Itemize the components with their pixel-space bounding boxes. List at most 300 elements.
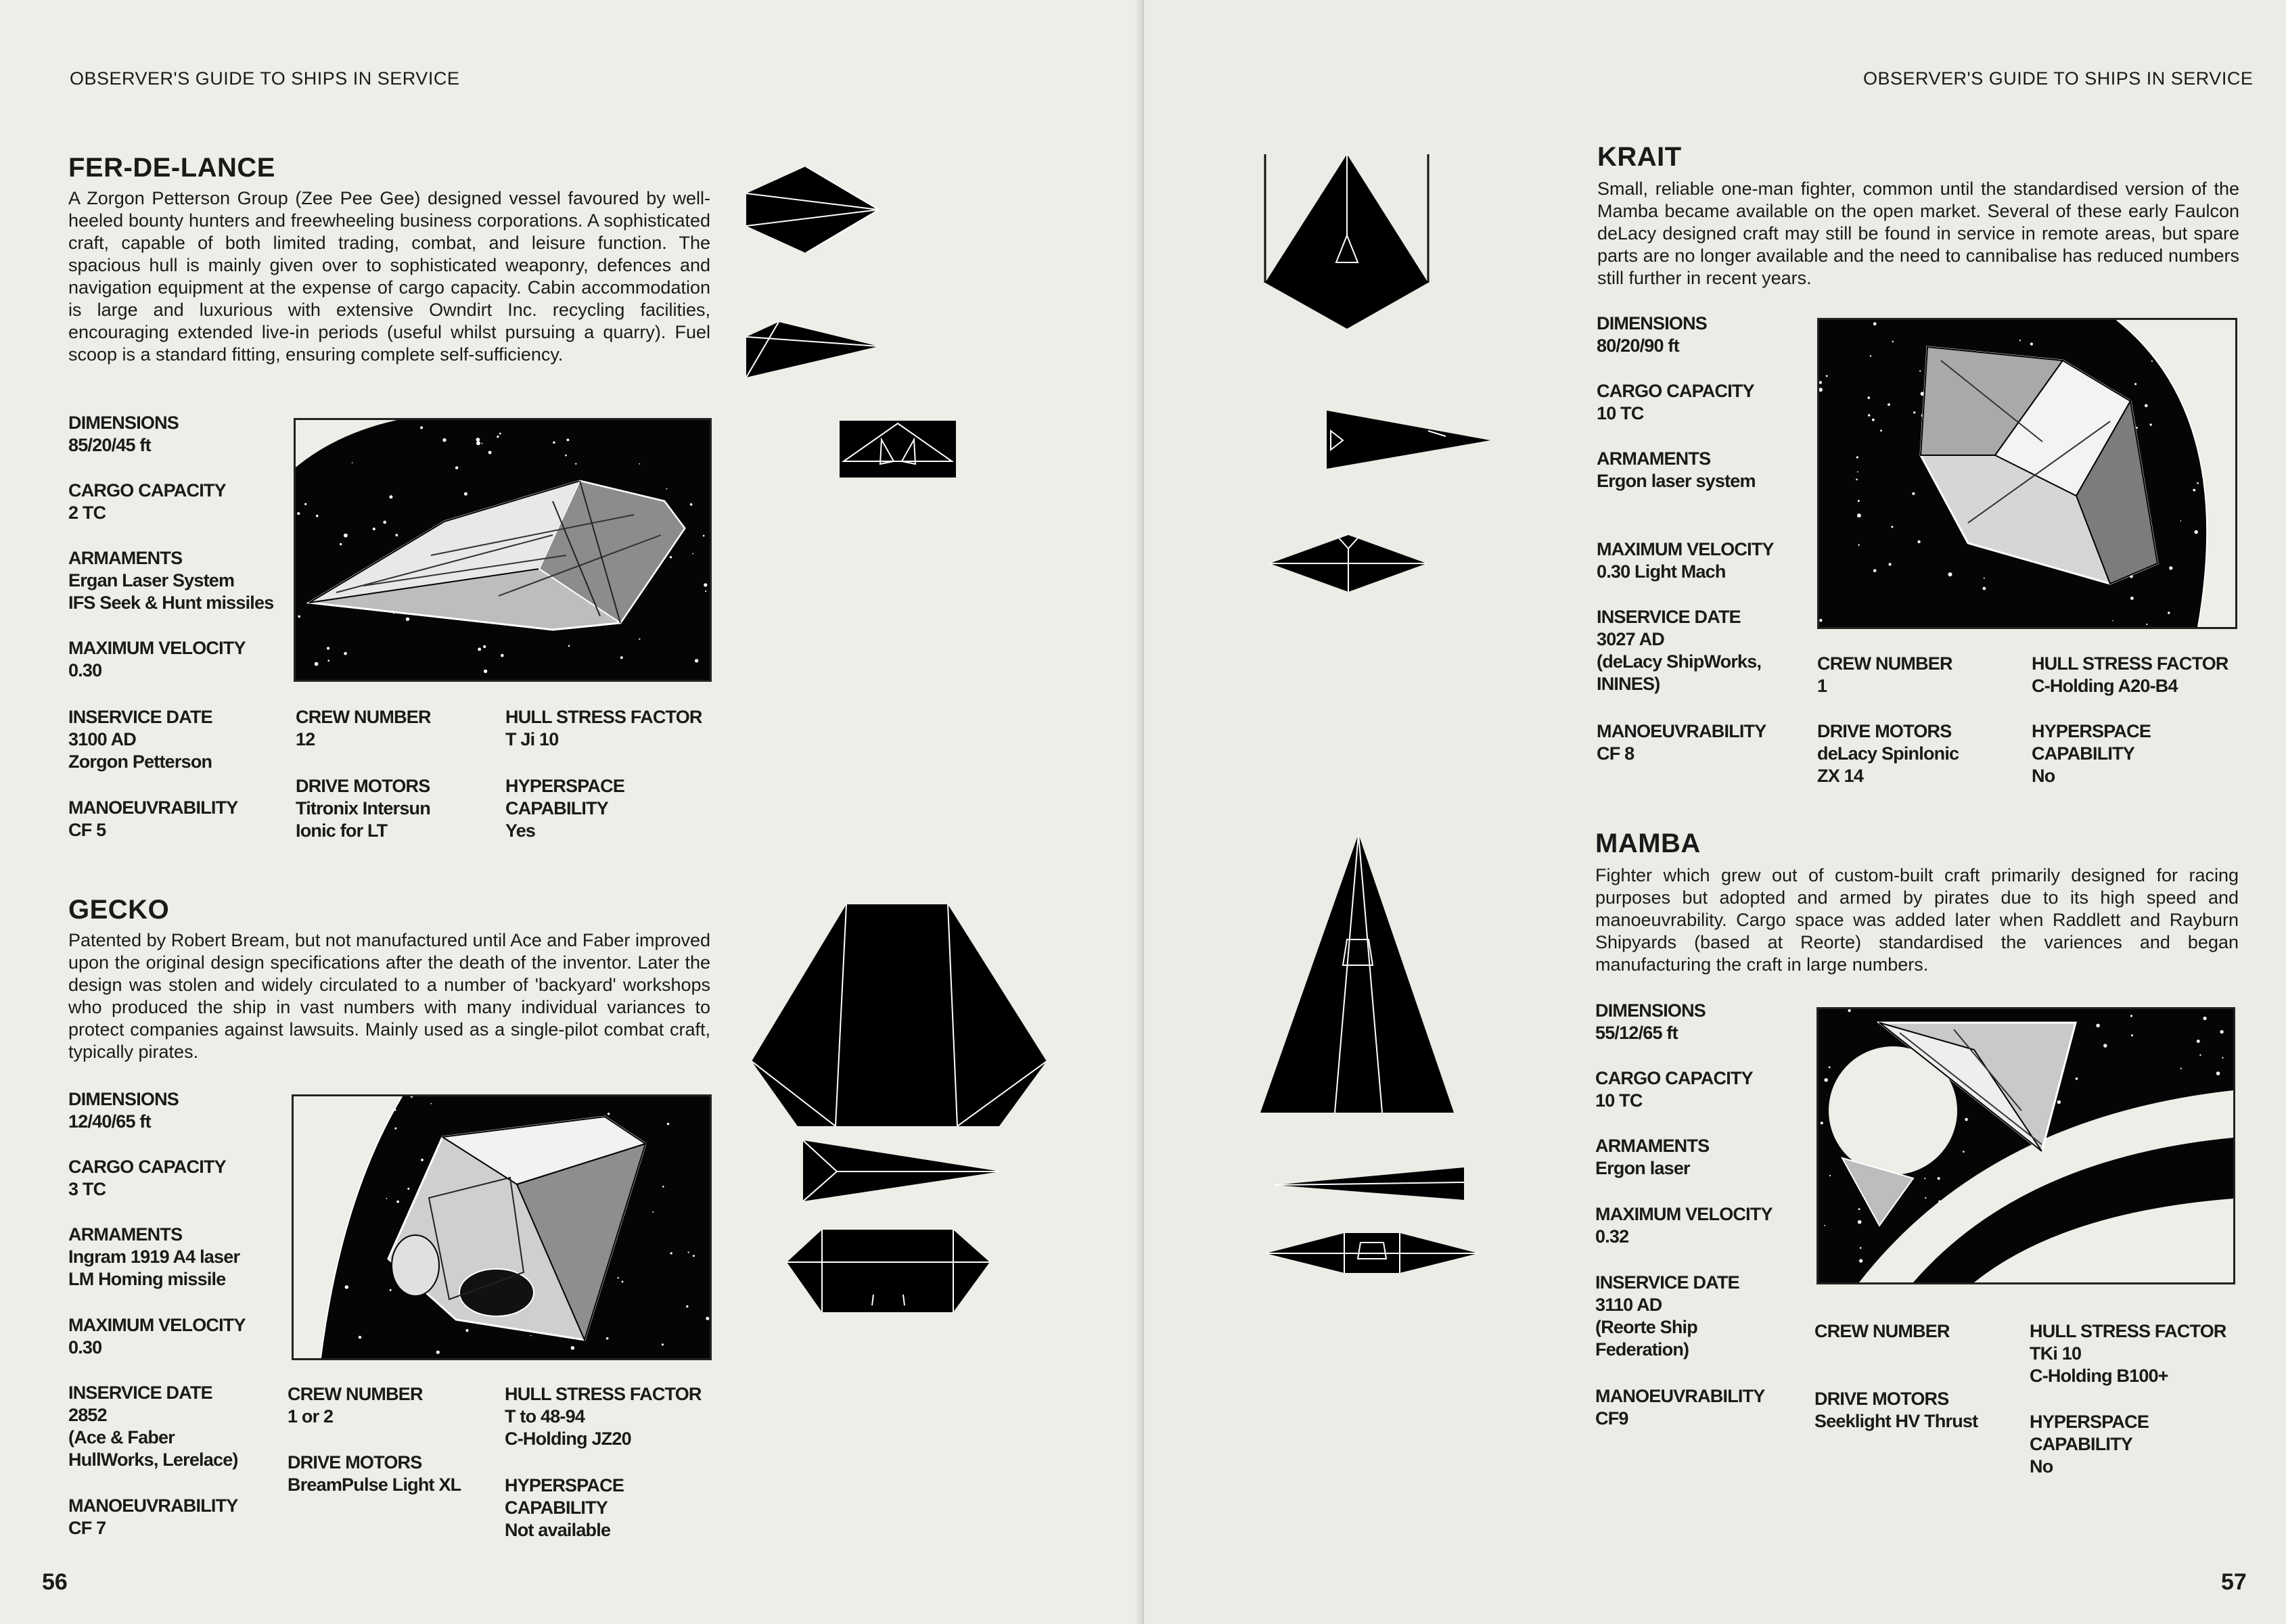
- field-label: DIMENSIONS: [1597, 313, 1708, 333]
- star-speck: [2130, 597, 2134, 600]
- star-speck: [1821, 1121, 1823, 1124]
- field-label: CREW NUMBER: [1814, 1321, 1950, 1341]
- star-speck: [1868, 414, 1870, 416]
- manoeuvrability-field: [1597, 720, 1766, 765]
- field-value: CF 5: [68, 820, 106, 840]
- dimensions-field: [1595, 1000, 1706, 1044]
- star-speck: [1889, 563, 1892, 565]
- star-speck: [421, 1159, 424, 1161]
- drive-field: [296, 775, 430, 842]
- armaments-field: [1597, 448, 1756, 492]
- gecko-side-silhouette: [803, 1140, 1001, 1201]
- star-speck: [430, 1103, 432, 1105]
- field-label: CAPABILITY: [505, 1498, 608, 1518]
- field-value: ZX 14: [1817, 766, 1864, 786]
- field-value: 55/12/65 ft: [1595, 1023, 1678, 1043]
- field-value: Titronix Intersun: [296, 798, 430, 818]
- field-value: HullWorks, Lerelace): [68, 1449, 238, 1470]
- field-value: T to 48-94: [505, 1406, 585, 1426]
- running-header-right: OBSERVER'S GUIDE TO SHIPS IN SERVICE: [1863, 68, 2254, 89]
- star-speck: [608, 1113, 610, 1115]
- star-speck: [344, 534, 348, 538]
- mamba-side-silhouette: [1275, 1167, 1464, 1200]
- mamba-front-silhouette: [1266, 1233, 1478, 1273]
- star-speck: [688, 1251, 689, 1253]
- star-speck: [1880, 430, 1882, 432]
- field-value: 12/40/65 ft: [68, 1111, 151, 1132]
- field-label: DIMENSIONS: [68, 1089, 179, 1109]
- field-label: CARGO CAPACITY: [68, 480, 226, 501]
- star-speck: [1870, 355, 1871, 356]
- star-speck: [359, 1336, 361, 1339]
- star-speck: [1819, 619, 1822, 622]
- inservice-field: [68, 706, 212, 773]
- star-speck: [395, 534, 398, 536]
- drive-field: [1814, 1388, 1978, 1433]
- velocity-field: [1597, 538, 1774, 583]
- fer-de-lance-front-silhouette: [840, 421, 956, 478]
- star-speck: [2169, 566, 2172, 570]
- star-speck: [1963, 1151, 1965, 1153]
- star-speck: [662, 1186, 664, 1188]
- drive-field: [1817, 720, 1959, 787]
- ship-title-krait: KRAIT: [1597, 142, 1682, 172]
- star-speck: [1919, 370, 1921, 371]
- inservice-field: [1597, 606, 1761, 695]
- star-speck: [1856, 479, 1858, 481]
- field-value: Federation): [1595, 1339, 1689, 1360]
- star-speck: [1856, 457, 1858, 459]
- star-speck: [1965, 1118, 1967, 1121]
- star-speck: [406, 618, 409, 621]
- field-label: ARMAMENTS: [68, 1224, 183, 1245]
- star-speck: [1858, 1208, 1860, 1210]
- field-value: T Ji 10: [505, 729, 559, 749]
- star-speck: [478, 648, 481, 651]
- field-label: CARGO CAPACITY: [1595, 1068, 1753, 1088]
- field-value: Ionic for LT: [296, 820, 388, 841]
- armaments-field: [68, 547, 273, 614]
- star-speck: [1829, 1175, 1831, 1176]
- field-label: DIMENSIONS: [1595, 1000, 1706, 1021]
- field-value: Zorgon Petterson: [68, 751, 212, 772]
- field-value: 80/20/90 ft: [1597, 335, 1679, 356]
- field-label: CAPABILITY: [2030, 1434, 2132, 1454]
- star-speck: [1857, 513, 1861, 517]
- star-speck: [389, 495, 392, 498]
- star-speck: [2203, 1017, 2207, 1020]
- field-label: DRIVE MOTORS: [296, 776, 430, 796]
- field-label: HULL STRESS FACTOR: [2032, 653, 2228, 674]
- star-speck: [340, 543, 342, 545]
- star-speck: [2193, 489, 2195, 492]
- dimensions-field: [68, 412, 179, 457]
- krait-side-silhouette: [1327, 411, 1490, 469]
- field-label: CAPABILITY: [505, 798, 608, 818]
- crew-field: [288, 1383, 423, 1428]
- field-value: 3100 AD: [68, 729, 136, 749]
- star-speck: [530, 1335, 532, 1337]
- field-value: LM Homing missile: [68, 1269, 226, 1289]
- star-speck: [1925, 1197, 1926, 1199]
- field-value: deLacy Spinlonic: [1817, 743, 1959, 764]
- field-label: HYPERSPACE: [505, 776, 625, 796]
- ship-title-fer-de-lance: FER-DE-LANCE: [68, 153, 275, 183]
- star-speck: [2199, 1054, 2201, 1056]
- star-speck: [1948, 572, 1952, 576]
- field-value: IFS Seek & Hunt missiles: [68, 593, 274, 613]
- field-value: CF 8: [1597, 743, 1635, 764]
- field-label: INSERVICE DATE: [1595, 1272, 1739, 1293]
- cargo-field: [1595, 1067, 1753, 1112]
- star-speck: [304, 503, 306, 505]
- field-label: MANOEUVRABILITY: [68, 1495, 238, 1516]
- hull-field: [505, 1383, 702, 1450]
- field-label: HYPERSPACE: [2032, 721, 2151, 741]
- field-value: (Ace & Faber: [68, 1427, 175, 1447]
- field-value: C-Holding A20-B4: [2032, 676, 2178, 696]
- star-speck: [1859, 1259, 1862, 1262]
- star-speck: [1858, 1220, 1862, 1224]
- star-speck: [1819, 388, 1823, 392]
- field-label: HULL STRESS FACTOR: [2030, 1321, 2226, 1341]
- field-value: 10 TC: [1597, 403, 1644, 423]
- field-label: CARGO CAPACITY: [1597, 381, 1754, 401]
- field-label: CARGO CAPACITY: [68, 1157, 226, 1177]
- field-value: ININES): [1597, 674, 1660, 694]
- star-speck: [442, 438, 446, 442]
- star-speck: [1825, 1078, 1828, 1082]
- star-speck: [1984, 578, 1985, 579]
- star-speck: [703, 535, 705, 537]
- star-speck: [1819, 381, 1822, 384]
- star-speck: [2134, 383, 2136, 385]
- star-speck: [705, 590, 706, 592]
- star-speck: [2197, 482, 2199, 484]
- star-speck: [420, 426, 423, 429]
- star-speck: [666, 488, 668, 490]
- star-speck: [2136, 427, 2138, 429]
- star-speck: [1848, 1009, 1851, 1012]
- field-label: DRIVE MOTORS: [1814, 1389, 1949, 1409]
- field-label: MANOEUVRABILITY: [1597, 721, 1766, 741]
- field-value: (Reorte Ship: [1595, 1317, 1697, 1337]
- star-speck: [2076, 1077, 2078, 1080]
- field-value: No: [2032, 766, 2055, 786]
- armaments-field: [1595, 1135, 1709, 1180]
- star-speck: [298, 616, 300, 618]
- field-label: DRIVE MOTORS: [288, 1452, 422, 1472]
- hyperspace-field: [505, 775, 624, 842]
- star-speck: [2180, 520, 2182, 521]
- velocity-field: [68, 1314, 246, 1359]
- hyperspace-field: [2032, 720, 2151, 787]
- star-speck: [396, 1201, 399, 1203]
- star-speck: [411, 1096, 413, 1098]
- field-label: CREW NUMBER: [288, 1384, 423, 1404]
- star-speck: [2180, 1068, 2182, 1069]
- star-speck: [383, 521, 386, 524]
- crew-field: [1814, 1320, 1950, 1343]
- field-label: ARMAMENTS: [1597, 448, 1711, 469]
- manoeuvrability-field: [68, 797, 238, 841]
- star-speck: [2216, 1071, 2220, 1075]
- field-label: HULL STRESS FACTOR: [505, 1384, 702, 1404]
- star-speck: [482, 443, 483, 444]
- star-speck: [2150, 423, 2152, 425]
- mamba-top-silhouette: [1260, 834, 1454, 1113]
- star-speck: [1858, 500, 1860, 502]
- star-speck: [484, 670, 487, 673]
- star-speck: [2130, 1015, 2132, 1017]
- field-value: CF 7: [68, 1518, 106, 1538]
- star-speck: [670, 1252, 672, 1254]
- crew-field: [1817, 653, 1952, 697]
- star-speck: [2131, 1034, 2133, 1036]
- star-speck: [2146, 624, 2147, 625]
- field-value: 0.32: [1595, 1226, 1629, 1247]
- star-speck: [327, 659, 329, 662]
- star-speck: [2220, 1030, 2224, 1034]
- star-speck: [667, 1123, 669, 1125]
- star-speck: [373, 528, 375, 530]
- star-speck: [476, 441, 480, 445]
- cargo-field: [68, 1156, 226, 1201]
- star-speck: [386, 1198, 387, 1199]
- star-speck: [327, 647, 329, 649]
- gecko-front-silhouette: [787, 1230, 990, 1312]
- star-speck: [2112, 620, 2113, 622]
- field-label: MANOEUVRABILITY: [1595, 1386, 1765, 1406]
- field-label: INSERVICE DATE: [1597, 607, 1741, 627]
- star-speck: [345, 1285, 348, 1289]
- star-speck: [407, 1188, 409, 1190]
- fer-de-lance-top-silhouette: [746, 166, 879, 253]
- hyperspace-field: [505, 1475, 624, 1541]
- star-speck: [1858, 544, 1859, 546]
- star-speck: [1888, 403, 1890, 406]
- field-label: MANOEUVRABILITY: [68, 797, 238, 818]
- krait-illustration: [1817, 318, 2237, 629]
- krait-front-silhouette: [1270, 535, 1427, 592]
- star-speck: [344, 652, 347, 655]
- ship-description-fer-de-lance: A Zorgon Petterson Group (Zee Pee Gee) designed vessel favoured by well-heeled bounty hunters and freewheeling business corporations. A sophisticated craft, capable of both limited trading, combat, and leisure function. The spacious hull is mainly given over to sophisticated weaponry, defences and navigation equipment at the expense of cargo capacity. Cabin accommodation is large and luxurious with extensive Owndirt Inc. recycling facilities, encouraging extended live-in periods (useful whilst pursuing a quarry). Fuel scoop is a standard fitting, ensuring complete self-sufficiency.: [68, 188, 710, 365]
- ship-description-mamba: Fighter which grew out of custom-built craft primarily designed for racing purposes but adopted and armed by pirates due to its high speed and manoeuvrability. Cargo space was added later when Raddlett and Rayburn Shipyards (based at Reorte) standardised the variences and began manufacturing the craft in large numbers.: [1595, 865, 2239, 975]
- star-speck: [567, 439, 570, 442]
- field-value: 3110 AD: [1595, 1295, 1662, 1315]
- star-speck: [1912, 492, 1915, 495]
- manoeuvrability-field: [1595, 1385, 1765, 1430]
- field-label: INSERVICE DATE: [68, 1383, 212, 1403]
- star-speck: [693, 1255, 695, 1257]
- field-value: CF9: [1595, 1408, 1628, 1429]
- krait-top-silhouette: [1263, 154, 1430, 329]
- field-value: 2852: [68, 1405, 107, 1425]
- star-speck: [394, 1128, 396, 1130]
- field-value: BreamPulse Light XL: [288, 1475, 461, 1495]
- field-label: CAPABILITY: [2032, 743, 2134, 764]
- field-value: C-Holding B100+: [2030, 1366, 2168, 1386]
- star-speck: [1873, 322, 1877, 325]
- field-label: CREW NUMBER: [296, 707, 431, 727]
- ship-title-mamba: MAMBA: [1595, 829, 1701, 858]
- page-number-right: 57: [2221, 1569, 2247, 1595]
- field-label: CREW NUMBER: [1817, 653, 1952, 674]
- star-speck: [639, 463, 640, 465]
- star-speck: [465, 1329, 468, 1332]
- field-value: 85/20/45 ft: [68, 435, 151, 455]
- star-speck: [1913, 411, 1915, 413]
- star-speck: [2096, 1024, 2099, 1027]
- star-speck: [2030, 343, 2033, 346]
- armaments-field: [68, 1224, 239, 1291]
- field-label: HYPERSPACE: [2030, 1412, 2149, 1432]
- field-value: (deLacy ShipWorks,: [1597, 651, 1762, 672]
- star-speck: [571, 1346, 574, 1349]
- field-value: C-Holding JZ20: [505, 1429, 631, 1449]
- ship-title-gecko: GECKO: [68, 895, 170, 925]
- field-label: ARMAMENTS: [68, 548, 183, 568]
- star-speck: [1826, 375, 1828, 377]
- inservice-field: [68, 1382, 238, 1471]
- star-speck: [464, 492, 467, 496]
- field-label: INSERVICE DATE: [68, 707, 212, 727]
- star-speck: [706, 1317, 709, 1320]
- star-speck: [1938, 1177, 1940, 1180]
- field-value: Ingram 1919 A4 laser: [68, 1247, 240, 1267]
- star-speck: [692, 553, 693, 555]
- inservice-field: [1595, 1272, 1739, 1361]
- field-value: 0.30 Light Mach: [1597, 561, 1726, 582]
- field-label: DRIVE MOTORS: [1817, 721, 1952, 741]
- star-speck: [1917, 540, 1920, 543]
- field-label: MAXIMUM VELOCITY: [68, 638, 246, 658]
- star-speck: [476, 438, 480, 442]
- page-number-left: 56: [42, 1569, 68, 1595]
- star-speck: [670, 556, 672, 558]
- star-speck: [568, 645, 570, 647]
- star-speck: [315, 662, 319, 666]
- ship-description-gecko: Patented by Robert Bream, but not manufactured until Ace and Faber improved upon the original design specifications after the death of the inventor. Later the design was stolen and widely circulated to a number of 'backyard' workshops who produced the ship in vast numbers with many individual variances to protect companies against lawsuits. Mainly used as a single-pilot combat craft, typically pirates.: [68, 930, 710, 1062]
- star-speck: [2168, 611, 2170, 613]
- star-speck: [2103, 1044, 2107, 1047]
- star-speck: [1891, 526, 1893, 528]
- star-speck: [1872, 419, 1875, 421]
- star-speck: [606, 1337, 609, 1340]
- field-value: 2 TC: [68, 503, 106, 523]
- field-label: MAXIMUM VELOCITY: [1595, 1204, 1773, 1224]
- field-value: 1: [1817, 676, 1827, 696]
- star-speck: [436, 1351, 440, 1354]
- star-speck: [652, 1211, 654, 1213]
- star-speck: [622, 1281, 624, 1283]
- star-speck: [2057, 1100, 2061, 1104]
- star-speck: [2222, 1057, 2223, 1059]
- velocity-field: [68, 637, 246, 682]
- field-value: 3027 AD: [1597, 629, 1664, 649]
- field-value: Ergon laser: [1595, 1158, 1690, 1178]
- star-speck: [2151, 361, 2153, 362]
- star-speck: [488, 451, 492, 455]
- field-value: 0.30: [68, 1337, 102, 1358]
- star-speck: [1892, 341, 1894, 342]
- star-speck: [2019, 340, 2021, 341]
- hull-field: [2030, 1320, 2226, 1387]
- cargo-field: [68, 480, 226, 524]
- crew-field: [296, 706, 431, 751]
- star-speck: [497, 436, 499, 438]
- ship-description-krait: Small, reliable one-man fighter, common until the standardised version of the Mamba became available on the open market. Several of these early Faulcon deLacy designed craft may still be found in service in remote areas, but spare parts are no longer available and the need to cannibalise has reduced numbers still further in recent years.: [1597, 179, 2239, 288]
- field-value: TKi 10: [2030, 1343, 2082, 1364]
- star-speck: [352, 462, 353, 463]
- mamba-illustration: [1816, 1007, 2235, 1284]
- star-speck: [1924, 1178, 1925, 1179]
- star-speck: [639, 639, 640, 640]
- star-speck: [1860, 1247, 1862, 1249]
- star-speck: [501, 654, 504, 657]
- star-speck: [1829, 1067, 1831, 1069]
- fer-de-lance-side-silhouette: [746, 322, 879, 377]
- star-speck: [686, 1305, 688, 1307]
- field-label: HYPERSPACE: [505, 1475, 624, 1495]
- star-speck: [499, 433, 501, 435]
- field-value: 12: [296, 729, 315, 749]
- cargo-field: [1597, 380, 1754, 425]
- star-speck: [565, 455, 567, 457]
- star-speck: [704, 583, 707, 586]
- star-speck: [690, 503, 693, 506]
- star-speck: [2145, 404, 2148, 407]
- star-speck: [390, 1289, 392, 1291]
- star-speck: [662, 1343, 664, 1345]
- field-value: Seeklight HV Thrust: [1814, 1411, 1978, 1431]
- star-speck: [483, 645, 486, 648]
- field-value: Not available: [505, 1520, 611, 1540]
- field-value: Yes: [505, 820, 536, 841]
- star-speck: [2197, 1040, 2200, 1043]
- drive-field: [288, 1452, 461, 1496]
- star-speck: [316, 515, 319, 517]
- star-speck: [1857, 471, 1858, 473]
- field-label: DIMENSIONS: [68, 413, 179, 433]
- hull-field: [505, 706, 702, 751]
- star-speck: [620, 656, 623, 659]
- dimensions-field: [1597, 312, 1707, 357]
- star-speck: [2195, 530, 2198, 534]
- field-value: 3 TC: [68, 1179, 106, 1199]
- star-speck: [1824, 1225, 1825, 1226]
- gecko-illustration: [292, 1094, 712, 1360]
- hyperspace-field: [2030, 1411, 2149, 1478]
- running-header-left: OBSERVER'S GUIDE TO SHIPS IN SERVICE: [70, 68, 460, 89]
- manoeuvrability-field: [68, 1495, 238, 1539]
- gecko-top-silhouette: [752, 904, 1047, 1126]
- star-speck: [553, 442, 555, 444]
- field-value: Ergan Laser System: [68, 570, 235, 590]
- field-label: HULL STRESS FACTOR: [505, 707, 702, 727]
- right-page: [1144, 0, 2286, 1624]
- star-speck: [618, 1277, 619, 1278]
- star-speck: [297, 512, 300, 515]
- field-label: MAXIMUM VELOCITY: [1597, 539, 1774, 559]
- velocity-field: [1595, 1203, 1773, 1248]
- field-label: ARMAMENTS: [1595, 1136, 1710, 1156]
- star-speck: [1983, 587, 1986, 590]
- star-speck: [695, 659, 698, 662]
- field-value: Ergon laser system: [1597, 471, 1756, 491]
- field-value: No: [2030, 1456, 2053, 1477]
- star-speck: [455, 466, 458, 469]
